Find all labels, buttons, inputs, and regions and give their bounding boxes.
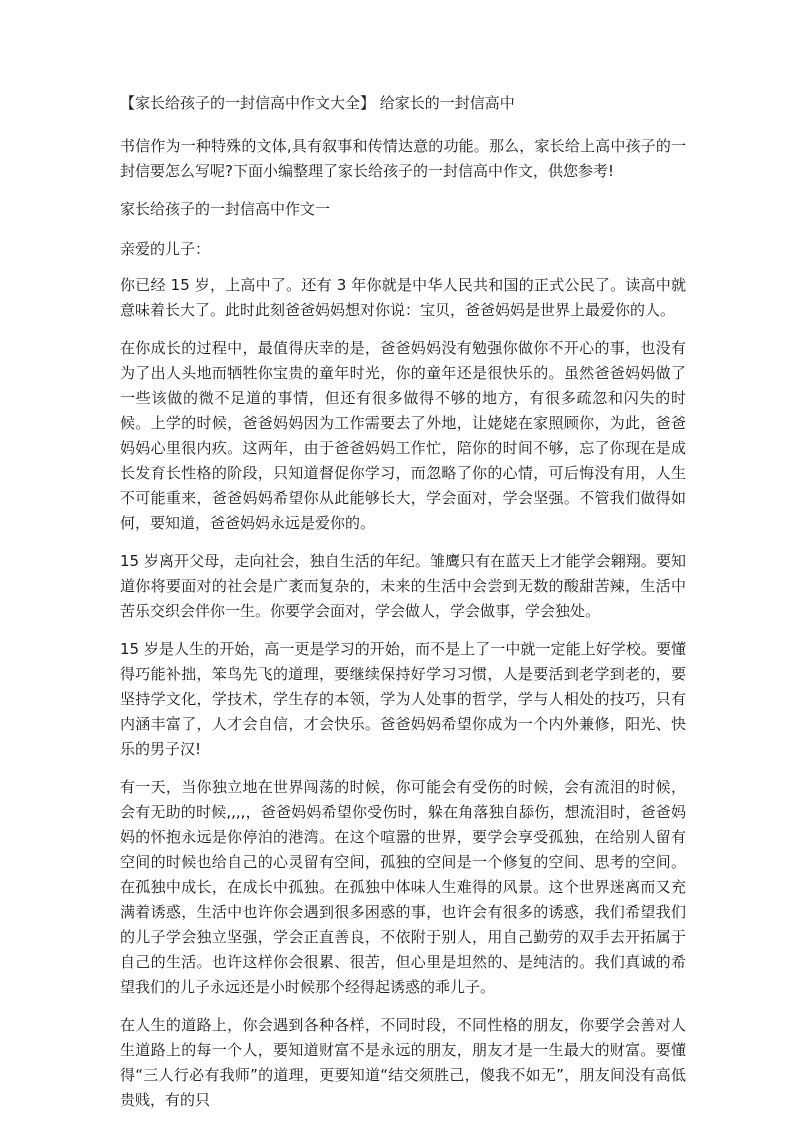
salutation: 亲爱的儿子： — [120, 240, 211, 258]
body-paragraph: 在人生的道路上，你会遇到各种各样，不同时段，不同性格的朋友，你要学会善对人生道路上的每一个人，要知道财富不是永远的朋友，朋友才是一生最大的财富。要懂得“三人行必有我师”的道理，更要知道“结交须胜己，傻我不如无”，朋友间没有高低贵贱，有的只 — [120, 1016, 686, 1109]
letter-heading: 家长给孩子的一封信高中作文一 — [120, 200, 331, 218]
document-page — [120, 92, 686, 1126]
intro-paragraph: 书信作为一种特殊的文体,具有叙事和传情达意的功能。那么，家长给上高中孩子的一封信要怎么写呢?下面小编整理了家长给孩子的一封信高中作文，供您参考! — [120, 137, 686, 180]
body-paragraph: 在你成长的过程中，最值得庆幸的是，爸爸妈妈没有勉强你做你不开心的事，也没有为了出人头地而牺牲你宝贵的童年时光，你的童年还是很快乐的。虽然爸爸妈妈做了一些该做的微不足道的事情，但还有很多做得不够的地方，有很多疏忽和闪失的时候。上学的时候，爸爸妈妈因为工作需要去了外地，让姥姥在家照顾你，为此，爸爸妈妈心里很内疚。这两年，由于爸爸妈妈工作忙，陪你的时间不够，忘了你现在是成长发育长性格的阶段，只知道督促你学习，而忽略了你的心情，可后悔没有用，人生不可能重来，爸爸妈妈希望你从此能够长大，学会面对，学会坚强。不管我们做得如何，要知道，爸爸妈妈永远是爱你的。 — [120, 339, 686, 532]
document-title: 【家长给孩子的一封信高中作文大全】 给家长的一封信高中 — [120, 94, 515, 112]
body-paragraph: 你已经 15 岁，上高中了。还有 3 年你就是中华人民共和国的正式公民了。读高中就意味着长大了。此时此刻爸爸妈妈想对你说：宝贝，爸爸妈妈是世界上最爱你的人。 — [120, 276, 686, 319]
body-paragraph: 15 岁离开父母，走向社会，独自生活的年纪。雏鹰只有在蓝天上才能学会翱翔。要知道你将要面对的社会是广袤而复杂的，未来的生活中会尝到无数的酸甜苦辣，生活中苦乐交织会伴你一生。你要学会面对，学会做人，学会做事，学会独处。 — [120, 552, 686, 620]
body-paragraph: 15 岁是人生的开始，高一更是学习的开始，而不是上了一中就一定能上好学校。要懂得巧能补拙，笨鸟先飞的道理，要继续保持好学习习惯，人是要活到老学到老的，要坚持学文化，学技术，学生存的本领，学为人处事的哲学，学与人相处的技巧，只有内涵丰富了，人才会自信，才会快乐。爸爸妈妈希望你成为一个内外兼修，阳光、快乐的男子汉! — [120, 640, 686, 758]
body-paragraph: 有一天，当你独立地在世界闯荡的时候，你可能会有受伤的时候，会有流泪的时候，会有无助的时候,,,,，爸爸妈妈希望你受伤时，躲在角落独自舔伤，想流泪时，爸爸妈妈的怀抱永远是你停泊的港湾。在这个喧嚣的世界，要学会享受孤独，在给别人留有空间的时候也给自己的心灵留有空间，孤独的空间是一个修复的空间、思考的空间。在孤独中成长，在成长中孤独。在孤独中体味人生难得的风景。这个世界迷离而又充满着诱惑，生活中也许你会遇到很多困惑的事，也许会有很多的诱惑，我们希望我们的儿子学会独立坚强，学会正直善良，不依附于别人，用自己勤劳的双手去开拓属于自己的生活。也许这样你会很累、很苦，但心里是坦然的、是纯洁的。我们真诚的希望我们的儿子永远还是小时候那个经得起诱惑的乖儿子。 — [120, 778, 686, 996]
